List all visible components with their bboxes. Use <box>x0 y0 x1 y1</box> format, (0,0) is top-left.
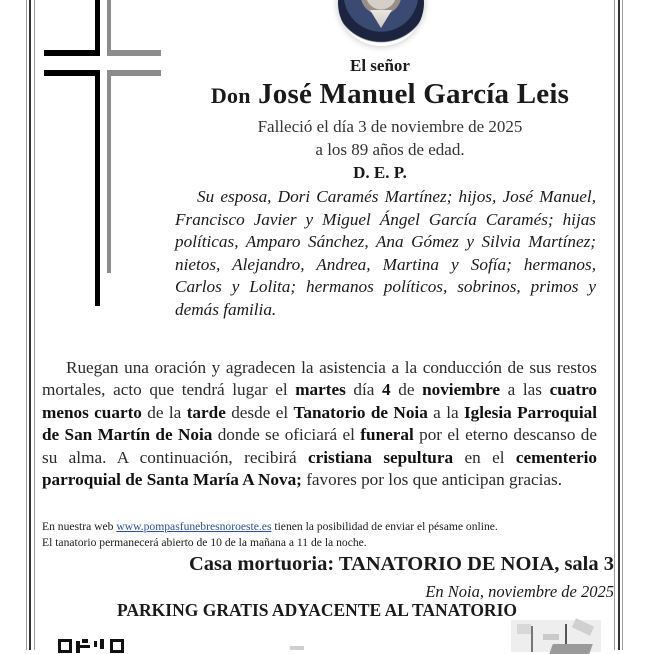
border-left-inner <box>34 0 35 650</box>
border-left-outer <box>26 0 27 650</box>
family-list: Su esposa, Dori Caramés Martínez; hijos, José Manuel, Francisco Javier y Miguel Ángel García Caramés; hijas políticas, Amparo Sánchez, Ana Gómez y Silvia Martínez; nietos, Alejandro, Andrea, Martina y Sofía; hermanos, Carlos y Lolita; hermanos políticos, sobrinos, primos y demás familia. <box>175 187 596 319</box>
website-link[interactable]: www.pompasfunebresnoroeste.es <box>116 520 272 533</box>
cross-gray-arm-bottom <box>107 70 161 76</box>
death-date: Falleció el día 3 de noviembre de 2025 <box>257 117 523 136</box>
age: a los 89 años de edad. <box>315 140 465 159</box>
border-left-main <box>29 0 31 650</box>
tanatorio-hours: El tanatorio permanecerá abierto de 10 de la mañana a 11 de la noche. <box>42 536 367 549</box>
cross-gray-vertical-bottom <box>107 70 111 273</box>
cross-black-arm-bottom <box>44 70 100 76</box>
location-map[interactable] <box>511 620 601 652</box>
place-date: En Noia, noviembre de 2025 <box>425 582 614 601</box>
honorific: El señor <box>350 56 410 75</box>
cross-black-vertical-bottom <box>95 70 100 306</box>
deceased-name-line <box>180 78 600 111</box>
service-details: Ruegan una oración y agradecen la asistencia a la conducción de sus restos mortales, acto que tendrá lugar el martes día 4 de noviembre a las cuatro menos cuarto de la tarde desde el Tanatorio de Noia a la Iglesia Parroquial de San Martín de Noia donde se oficiará el funeral por el eterno descanso de su alma. A continuación, recibirá cristiana sepultura en el cementerio parroquial de Santa María A Nova; favores por los que anticipan gracias. <box>42 358 598 490</box>
name-prefix: Don <box>210 83 251 108</box>
deceased-name: José Manuel García Leis <box>258 78 570 110</box>
border-right-inner <box>614 0 615 650</box>
cross-black-vertical-top <box>95 0 100 56</box>
casa-mortuoria: Casa mortuoria: TANATORIO DE NOIA, sala 3 <box>188 553 614 575</box>
border-right-outer <box>622 0 623 650</box>
small-mark <box>290 646 304 650</box>
cross-gray-vertical-top <box>107 0 111 56</box>
cross-black-arm-top <box>44 50 100 56</box>
web-info <box>42 519 612 551</box>
dep: D. E. P. <box>353 163 407 182</box>
parking-notice: PARKING GRATIS ADYACENTE AL TANATORIO <box>117 600 517 620</box>
qr-code-icon <box>58 639 138 653</box>
border-right-main <box>618 0 620 650</box>
web-condolence-line: En nuestra web www.pompasfunebresnoroeste.es tienen la posibilidad de enviar el pésame online. <box>42 520 498 533</box>
cross-gray-arm-top <box>107 50 161 56</box>
